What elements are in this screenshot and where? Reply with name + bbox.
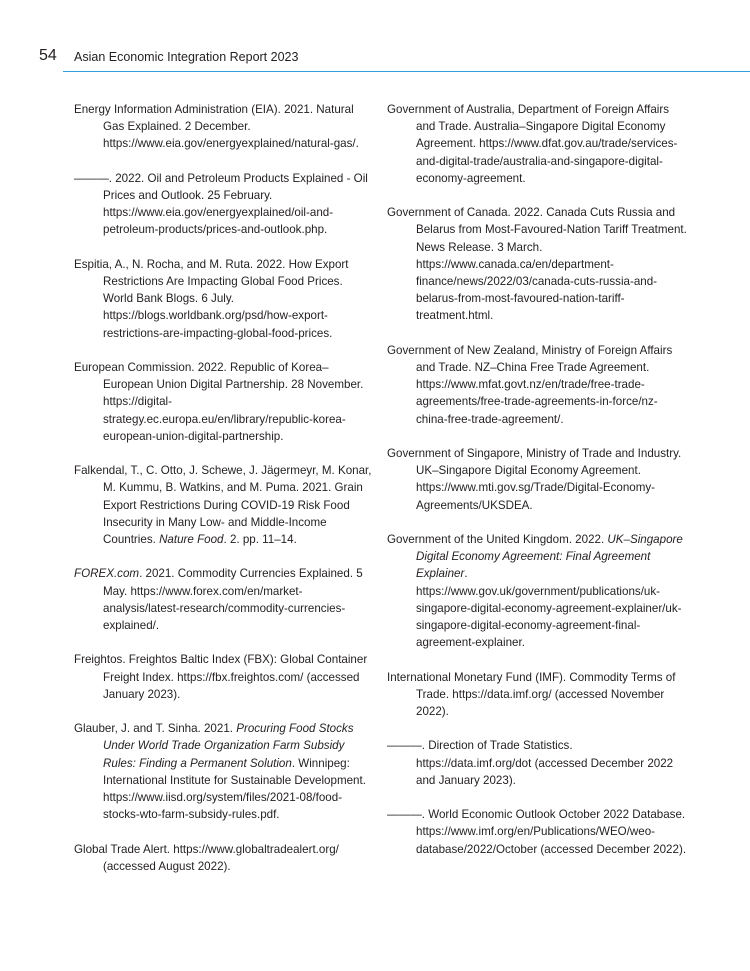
reference-text: Government of the United Kingdom. 2022. bbox=[387, 533, 608, 547]
reference-text: Energy Information Administration (EIA). 2021. Natural Gas Explained. 2 December. https://www.eia.gov/energyexplained/natural-gas/. bbox=[74, 103, 359, 151]
references-right-column bbox=[387, 101, 687, 875]
reference-text: . 2021. Commodity Currencies Explained. 5 May. https://www.forex.com/en/market-analysis/latest-research/commodity-currencies-explained/. bbox=[103, 567, 363, 633]
reference-text: . 2. pp. 11–14. bbox=[223, 533, 297, 547]
reference-entry bbox=[387, 806, 687, 858]
reference-text: European Commission. 2022. Republic of Korea–European Union Digital Partnership. 28 November. https://digital-strategy.ec.europa.eu/en/library/republic-korea-european-union-digital-partnership. bbox=[74, 361, 364, 443]
reference-entry bbox=[387, 204, 687, 324]
reference-text: ———. 2022. Oil and Petroleum Products Explained - Oil Prices and Outlook. 25 February. https://www.eia.gov/energyexplained/oil-and-petroleum-products/prices-and-outlook.php. bbox=[74, 171, 368, 237]
reference-italic-text: Nature Food bbox=[159, 533, 224, 547]
reference-italic-text: Procuring Food Stocks Under World Trade Organization Farm Subsidy Rules: Finding a Permanent Solution bbox=[103, 722, 354, 770]
reference-text: International Monetary Fund (IMF). Commodity Terms of Trade. https://data.imf.org/ (accessed November 2022). bbox=[387, 670, 676, 719]
reference-text: Falkendal, T., C. Otto, J. Schewe, J. Jägermeyr, M. Konar, M. Kummu, B. Watkins, and M. Puma. 2021. Grain Export Restrictions During COVID-19 Risk Food Insecurity in Many Low- and Middle-Income Countries. bbox=[74, 464, 372, 547]
reference-text: Global Trade Alert. https://www.globaltradealert.org/ (accessed August 2022). bbox=[74, 842, 339, 873]
reference-italic-text: FOREX.com bbox=[74, 567, 140, 581]
reference-entry bbox=[74, 462, 374, 548]
reference-text: Glauber, J. and T. Sinha. 2021. bbox=[74, 722, 237, 736]
reference-entry bbox=[387, 737, 687, 789]
reference-entry bbox=[387, 342, 687, 428]
references-left-column bbox=[74, 101, 374, 892]
reference-entry bbox=[387, 531, 687, 651]
reference-text: Government of New Zealand, Ministry of Foreign Affairs and Trade. NZ–China Free Trade Agreement. https://www.mfat.govt.nz/en/trade/free-trade-agreements/free-trade-agreements-in-force/nz-china-free-trade-agreement/. bbox=[387, 343, 673, 426]
page-number: 54 bbox=[39, 47, 57, 64]
reference-text: Government of Singapore, Ministry of Trade and Industry. UK–Singapore Digital Economy Agreement. https://www.mti.gov.sg/Trade/Digital-Economy-Agreements/UKSDEA. bbox=[387, 447, 682, 512]
reference-entry bbox=[74, 170, 374, 239]
reference-italic-text: UK–Singapore Digital Economy Agreement: Final Agreement Explainer bbox=[416, 533, 683, 581]
reference-entry bbox=[387, 445, 687, 514]
reference-text: . https://www.gov.uk/government/publications/uk-singapore-digital-economy-agreement-explainer/uk-singapore-digital-economy-agreement-final-agreement-explainer. bbox=[416, 567, 682, 650]
reference-entry bbox=[74, 841, 374, 875]
reference-entry bbox=[74, 651, 374, 703]
page-header bbox=[0, 0, 750, 73]
reference-text: ———. Direction of Trade Statistics. https://data.imf.org/dot (accessed December 2022 and January 2023). bbox=[387, 739, 674, 787]
reference-text: Government of Australia, Department of Foreign Affairs and Trade. Australia–Singapore Digital Economy Agreement. https://www.dfat.gov.au/trade/services-and-digital-trade/australia-and-singapore-digital-economy-agreement. bbox=[387, 103, 678, 185]
reference-text: . Winnipeg: International Institute for Sustainable Development. https://www.iisd.org/system/files/2021-08/food-stocks-wto-farm-subsidy-rules.pdf. bbox=[103, 756, 366, 822]
report-title: Asian Economic Integration Report 2023 bbox=[74, 50, 299, 64]
reference-entry bbox=[74, 101, 374, 153]
reference-text: Government of Canada. 2022. Canada Cuts Russia and Belarus from Most-Favoured-Nation Tariff Treatment. News Release. 3 March. https://www.canada.ca/en/department-finance/news/2022/03/canada-cuts-russia-and-belarus-from-most-favoured-nation-tariff-treatment.html. bbox=[387, 206, 687, 323]
reference-entry bbox=[74, 359, 374, 445]
reference-entry bbox=[74, 565, 374, 634]
reference-text: ———. World Economic Outlook October 2022 Database. https://www.imf.org/en/Publications/WEO/weo-database/2022/October (accessed December 2022). bbox=[387, 808, 687, 856]
reference-entry bbox=[74, 720, 374, 823]
reference-entry bbox=[74, 256, 374, 342]
reference-text: Freightos. Freightos Baltic Index (FBX): Global Container Freight Index. https://fbx.freightos.com/ (accessed January 2023). bbox=[74, 653, 368, 701]
reference-entry bbox=[387, 669, 687, 721]
header-divider bbox=[63, 71, 750, 72]
reference-text: Espitia, A., N. Rocha, and M. Ruta. 2022. How Export Restrictions Are Impacting Global Food Prices. World Bank Blogs. 6 July. https://blogs.worldbank.org/psd/how-export-restrictions-are-impacting-global-food-prices. bbox=[74, 257, 349, 340]
reference-entry bbox=[387, 101, 687, 187]
